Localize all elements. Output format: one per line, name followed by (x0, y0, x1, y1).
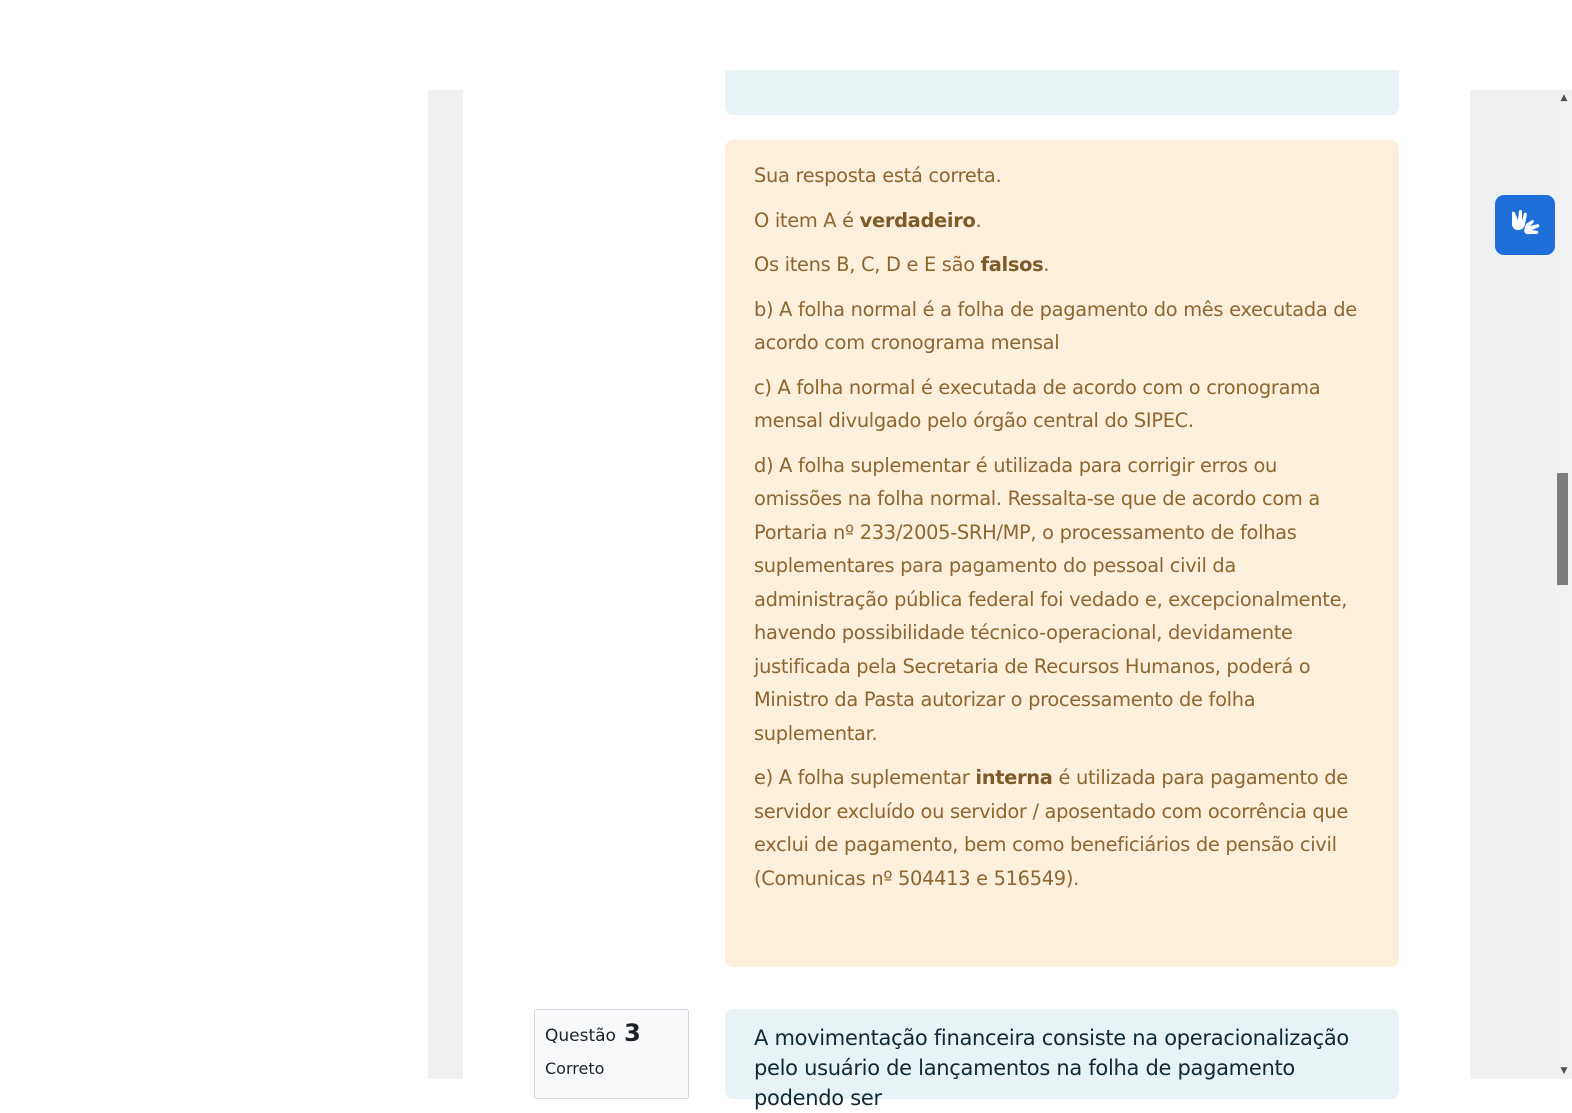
general-feedback (725, 140, 1399, 967)
feedback-false-items: Os itens B, C, D e E são falsos. (754, 253, 1050, 276)
scroll-up-arrow-icon[interactable]: ▲ (1560, 93, 1568, 103)
libras-accessibility-button[interactable] (1495, 195, 1555, 255)
question-label: Questão (545, 1026, 616, 1046)
feedback-true-items: O item A é verdadeiro. (754, 208, 982, 232)
false-keyword: falsos (980, 253, 1044, 276)
feedback-item-c: c) A folha normal é executada de acordo com o cronograma mensal divulgado pelo órgão central do SIPEC. (754, 375, 1321, 432)
feedback-result: Sua resposta está correta. (754, 164, 1002, 187)
vertical-scrollbar[interactable] (1556, 90, 1572, 1079)
previous-question-text-box (725, 70, 1399, 115)
feedback-item-e: e) A folha suplementar interna é utilizada para pagamento de servidor excluído ou servidor / aposentado com ocorrência que exclui de pagamento, bem como beneficiários de pensão civil (Comunicas nº 504413 e 516549). (754, 766, 1349, 890)
scrollbar-thumb[interactable] (1557, 473, 1568, 585)
question-text: A movimentação financeira consiste na operacionalização pelo usuário de lançamentos na folha de pagamento podendo ser (725, 1009, 1399, 1099)
internal-keyword: interna (975, 766, 1053, 789)
question-state: Correto (545, 1059, 605, 1078)
question-info-box (534, 1009, 689, 1099)
true-keyword: verdadeiro (859, 208, 976, 232)
quiz-review-content (463, 90, 1470, 1110)
hand-sign-icon (1506, 204, 1544, 246)
scroll-down-arrow-icon[interactable]: ▼ (1560, 1066, 1568, 1076)
question-number: 3 (624, 1019, 641, 1047)
left-gutter (428, 90, 463, 1079)
feedback-item-b: b) A folha normal é a folha de pagamento do mês executada de acordo com cronograma mensal (754, 297, 1357, 354)
feedback-item-d: d) A folha suplementar é utilizada para corrigir erros ou omissões na folha normal. Ressalta-se que de acordo com a Portaria nº 233/2005-SRH/MP, o processamento de folhas suplementares para pagamento do pessoal civil da administração pública federal foi vedado e, excepcionalmente, havendo possibilidade técnico-operacional, devidamente justificada pela Secretaria de Recursos Humanos, poderá o Ministro da Pasta autorizar o processamento de folha suplementar. (754, 453, 1348, 745)
